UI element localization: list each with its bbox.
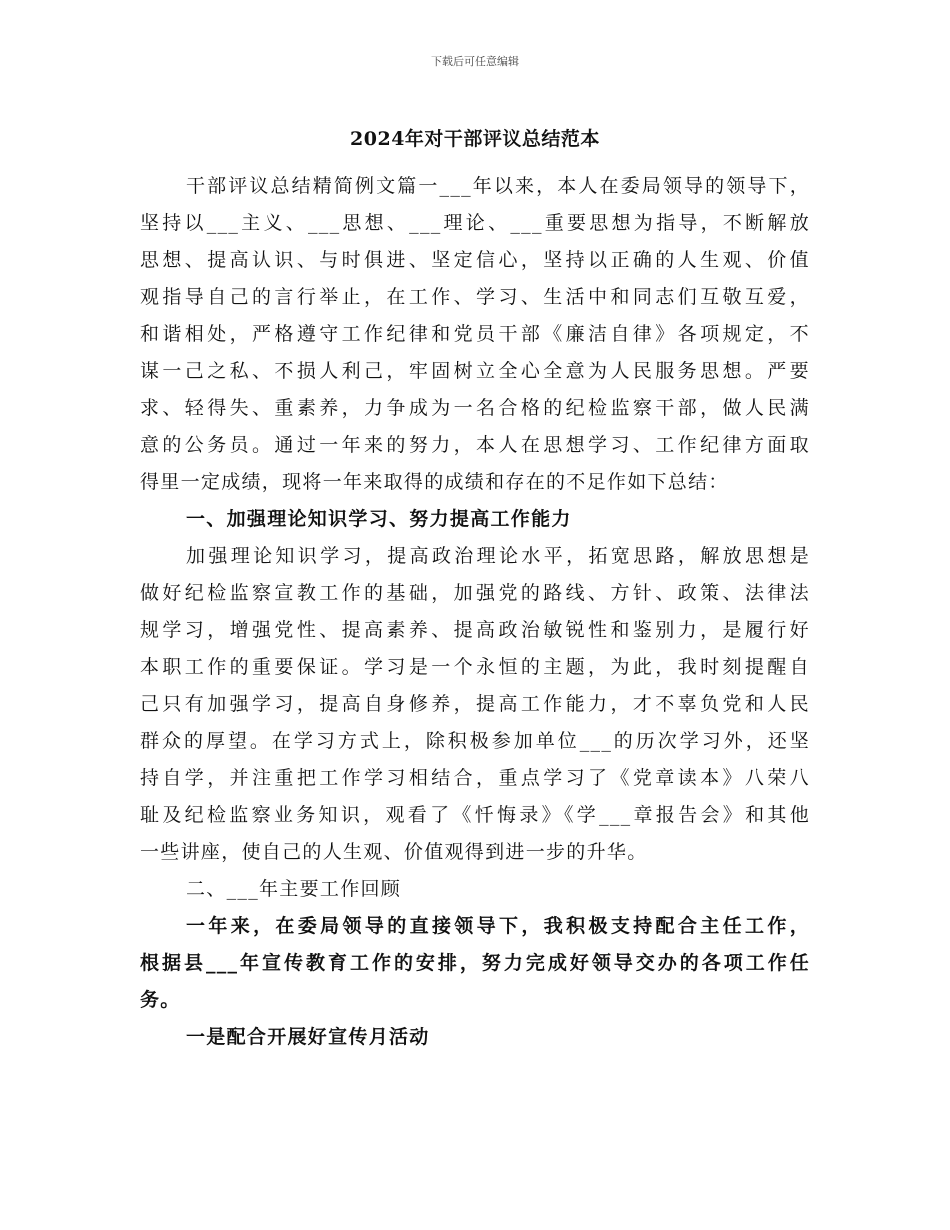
header-note: 下载后可任意编辑 xyxy=(431,55,519,68)
text-line: 务。 xyxy=(140,989,181,1011)
text-line: 一年来，在委局领导的直接领导下，我积极支持配合主任工作， xyxy=(186,915,810,937)
text-line: 群众的厚望。在学习方式上，除积极参加单位___的历次学习外，还坚 xyxy=(140,730,810,752)
text-line: 观指导自己的言行举止，在工作、学习、生活中和同志们互敬互爱， xyxy=(140,286,810,308)
text-line: 加强理论知识学习，提高政治理论水平，拓宽思路，解放思想是 xyxy=(186,545,810,567)
text-line: 耻及纪检监察业务知识，观看了《忏悔录》《学___章报告会》和其他 xyxy=(140,804,810,826)
text-line: 规学习，增强党性、提高素养、提高政治敏锐性和鉴别力，是履行好 xyxy=(140,619,810,641)
text-line: 得里一定成绩，现将一年来取得的成绩和存在的不足作如下总结： xyxy=(140,471,729,493)
text-line: 思想、提高认识、与时俱进、坚定信心，坚持以正确的人生观、价值 xyxy=(140,249,810,271)
section-heading-2: 二、___年主要工作回顾 xyxy=(186,878,402,900)
text-line: 一些讲座，使自己的人生观、价值观得到进一步的升华。 xyxy=(140,841,648,863)
page-title: 2024年对干部评议总结范本 xyxy=(350,128,600,150)
text-line: 干部评议总结精简例文篇一___年以来，本人在委局领导的领导下， xyxy=(186,175,810,197)
text-line: 谋一己之私、不损人利己，牢固树立全心全意为人民服务思想。严要 xyxy=(140,360,810,382)
text-line: 持自学，并注重把工作学习相结合，重点学习了《党章读本》八荣八 xyxy=(140,767,810,789)
text-line: 意的公务员。通过一年来的努力，本人在思想学习、工作纪律方面取 xyxy=(140,434,810,456)
text-line: 坚持以___主义、___思想、___理论、___重要思想为指导，不断解放 xyxy=(140,212,810,234)
text-line: 根据县___年宣传教育工作的安排，努力完成好领导交办的各项工作任 xyxy=(140,952,810,974)
text-line: 求、轻得失、重素养，力争成为一名合格的纪检监察干部，做人民满 xyxy=(140,397,810,419)
text-line: 做好纪检监察宣教工作的基础，加强党的路线、方针、政策、法律法 xyxy=(140,582,810,604)
subsection-heading: 一是配合开展好宣传月活动 xyxy=(186,1026,430,1048)
text-line: 和谐相处，严格遵守工作纪律和党员干部《廉洁自律》各项规定，不 xyxy=(140,323,810,345)
text-line: 己只有加强学习，提高自身修养，提高工作能力，才不辜负党和人民 xyxy=(140,693,810,715)
text-line: 本职工作的重要保证。学习是一个永恒的主题，为此，我时刻提醒自 xyxy=(140,656,810,678)
section-heading-1: 一、加强理论知识学习、努力提高工作能力 xyxy=(186,508,572,530)
